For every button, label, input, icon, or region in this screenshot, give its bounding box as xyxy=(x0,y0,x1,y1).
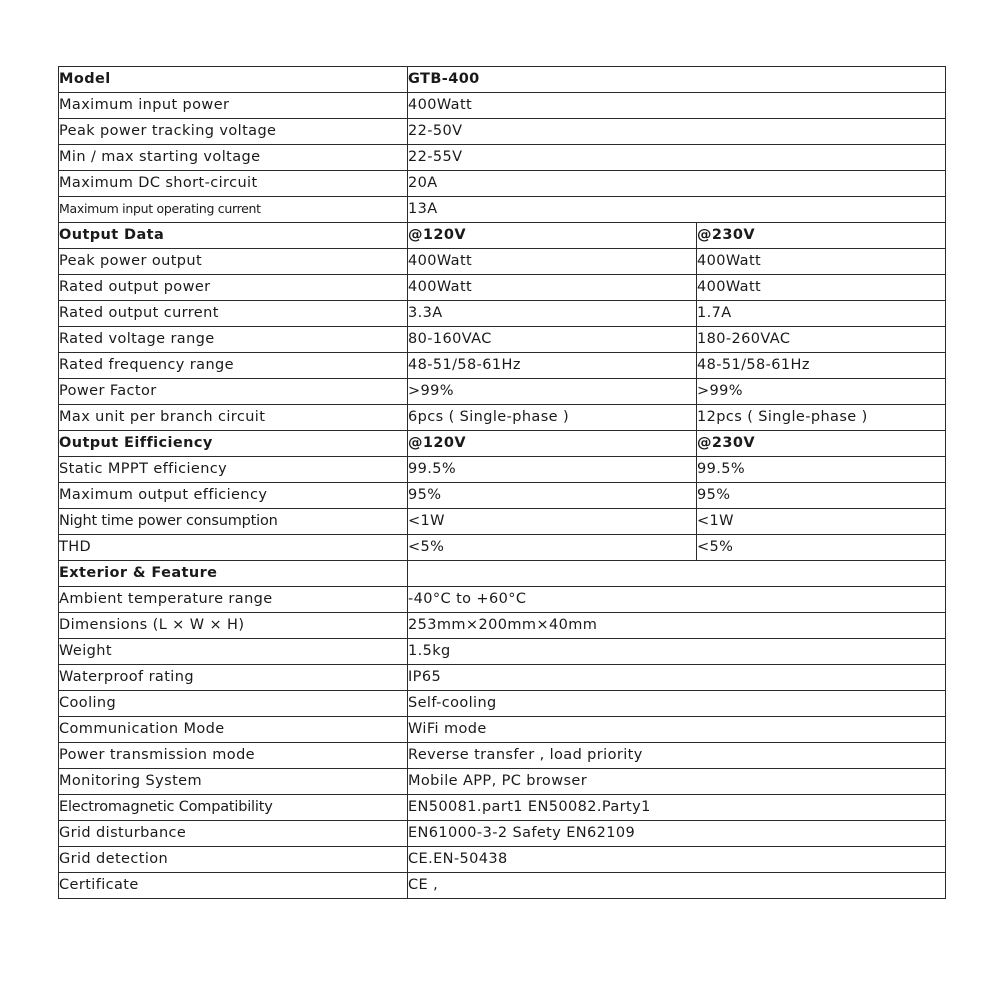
spec-table xyxy=(58,66,946,899)
table-row xyxy=(59,795,946,821)
row-label: Peak power output xyxy=(59,249,408,275)
table-row xyxy=(59,275,946,301)
model-value: GTB-400 xyxy=(408,67,946,93)
table-row xyxy=(59,639,946,665)
row-value: 22-50V xyxy=(408,119,946,145)
table-row xyxy=(59,873,946,899)
value-230v: 1.7A xyxy=(697,301,946,327)
table-row xyxy=(59,353,946,379)
row-label: Rated frequency range xyxy=(59,353,408,379)
table-row xyxy=(59,171,946,197)
column-header-230v: @230V xyxy=(697,223,946,249)
model-row xyxy=(59,67,946,93)
row-label: Max unit per branch circuit xyxy=(59,405,408,431)
row-label: Dimensions (L × W × H) xyxy=(59,613,408,639)
table-row xyxy=(59,249,946,275)
value-230v: 180-260VAC xyxy=(697,327,946,353)
value-120v: 99.5% xyxy=(408,457,697,483)
table-row xyxy=(59,691,946,717)
row-label: Communication Mode xyxy=(59,717,408,743)
value-230v: 48-51/58-61Hz xyxy=(697,353,946,379)
section-header-output-efficiency xyxy=(59,431,946,457)
value-120v: 6pcs ( Single-phase ) xyxy=(408,405,697,431)
row-label: Electromagnetic Compatibility xyxy=(59,795,408,821)
column-header-120v: @120V xyxy=(408,431,697,457)
row-value: -40°C to +60°C xyxy=(408,587,946,613)
row-label: Rated output power xyxy=(59,275,408,301)
row-label: Maximum input operating current xyxy=(59,197,408,223)
row-value: Reverse transfer , load priority xyxy=(408,743,946,769)
value-230v: 99.5% xyxy=(697,457,946,483)
empty-cell xyxy=(408,561,946,587)
row-value: IP65 xyxy=(408,665,946,691)
row-label: Grid disturbance xyxy=(59,821,408,847)
table-row xyxy=(59,379,946,405)
row-value: 253mm×200mm×40mm xyxy=(408,613,946,639)
table-row xyxy=(59,769,946,795)
row-label: Cooling xyxy=(59,691,408,717)
value-120v: 400Watt xyxy=(408,275,697,301)
table-row xyxy=(59,327,946,353)
row-label: Grid detection xyxy=(59,847,408,873)
row-label: THD xyxy=(59,535,408,561)
row-value: 22-55V xyxy=(408,145,946,171)
table-row xyxy=(59,93,946,119)
value-230v: 12pcs ( Single-phase ) xyxy=(697,405,946,431)
table-row xyxy=(59,613,946,639)
table-row xyxy=(59,743,946,769)
section-title: Output Data xyxy=(59,223,408,249)
row-value: Mobile APP, PC browser xyxy=(408,769,946,795)
row-label: Weight xyxy=(59,639,408,665)
table-row xyxy=(59,847,946,873)
value-120v: >99% xyxy=(408,379,697,405)
value-120v: 80-160VAC xyxy=(408,327,697,353)
value-230v: <5% xyxy=(697,535,946,561)
table-row xyxy=(59,535,946,561)
value-120v: 48-51/58-61Hz xyxy=(408,353,697,379)
value-120v: <1W xyxy=(408,509,697,535)
column-header-120v: @120V xyxy=(408,223,697,249)
row-label: Night time power consumption xyxy=(59,509,408,535)
row-label: Rated voltage range xyxy=(59,327,408,353)
table-row xyxy=(59,197,946,223)
row-value: 1.5kg xyxy=(408,639,946,665)
row-label: Maximum output efficiency xyxy=(59,483,408,509)
table-row xyxy=(59,457,946,483)
row-label: Ambient temperature range xyxy=(59,587,408,613)
value-120v: 95% xyxy=(408,483,697,509)
section-title: Output Eifficiency xyxy=(59,431,408,457)
row-value: CE.EN-50438 xyxy=(408,847,946,873)
value-230v: <1W xyxy=(697,509,946,535)
table-row xyxy=(59,483,946,509)
row-value: EN50081.part1 EN50082.Party1 xyxy=(408,795,946,821)
table-row xyxy=(59,717,946,743)
value-230v: >99% xyxy=(697,379,946,405)
table-row xyxy=(59,405,946,431)
model-label: Model xyxy=(59,67,408,93)
table-row xyxy=(59,821,946,847)
section-title: Exterior & Feature xyxy=(59,561,408,587)
row-label: Maximum input power xyxy=(59,93,408,119)
table-row xyxy=(59,665,946,691)
row-value: EN61000-3-2 Safety EN62109 xyxy=(408,821,946,847)
value-120v: 400Watt xyxy=(408,249,697,275)
value-230v: 400Watt xyxy=(697,275,946,301)
value-230v: 400Watt xyxy=(697,249,946,275)
table-row xyxy=(59,119,946,145)
row-label: Certificate xyxy=(59,873,408,899)
value-230v: 95% xyxy=(697,483,946,509)
row-label: Maximum DC short-circuit xyxy=(59,171,408,197)
row-value: WiFi mode xyxy=(408,717,946,743)
row-value: 20A xyxy=(408,171,946,197)
table-row xyxy=(59,301,946,327)
row-label: Peak power tracking voltage xyxy=(59,119,408,145)
row-value: CE , xyxy=(408,873,946,899)
row-value: 13A xyxy=(408,197,946,223)
section-header-exterior xyxy=(59,561,946,587)
table-row xyxy=(59,145,946,171)
row-label: Min / max starting voltage xyxy=(59,145,408,171)
column-header-230v: @230V xyxy=(697,431,946,457)
row-label: Rated output current xyxy=(59,301,408,327)
row-label: Power Factor xyxy=(59,379,408,405)
row-label: Monitoring System xyxy=(59,769,408,795)
row-label: Power transmission mode xyxy=(59,743,408,769)
table-row xyxy=(59,509,946,535)
value-120v: 3.3A xyxy=(408,301,697,327)
row-label: Static MPPT efficiency xyxy=(59,457,408,483)
row-label: Waterproof rating xyxy=(59,665,408,691)
value-120v: <5% xyxy=(408,535,697,561)
section-header-output-data xyxy=(59,223,946,249)
row-value: Self-cooling xyxy=(408,691,946,717)
table-row xyxy=(59,587,946,613)
row-value: 400Watt xyxy=(408,93,946,119)
